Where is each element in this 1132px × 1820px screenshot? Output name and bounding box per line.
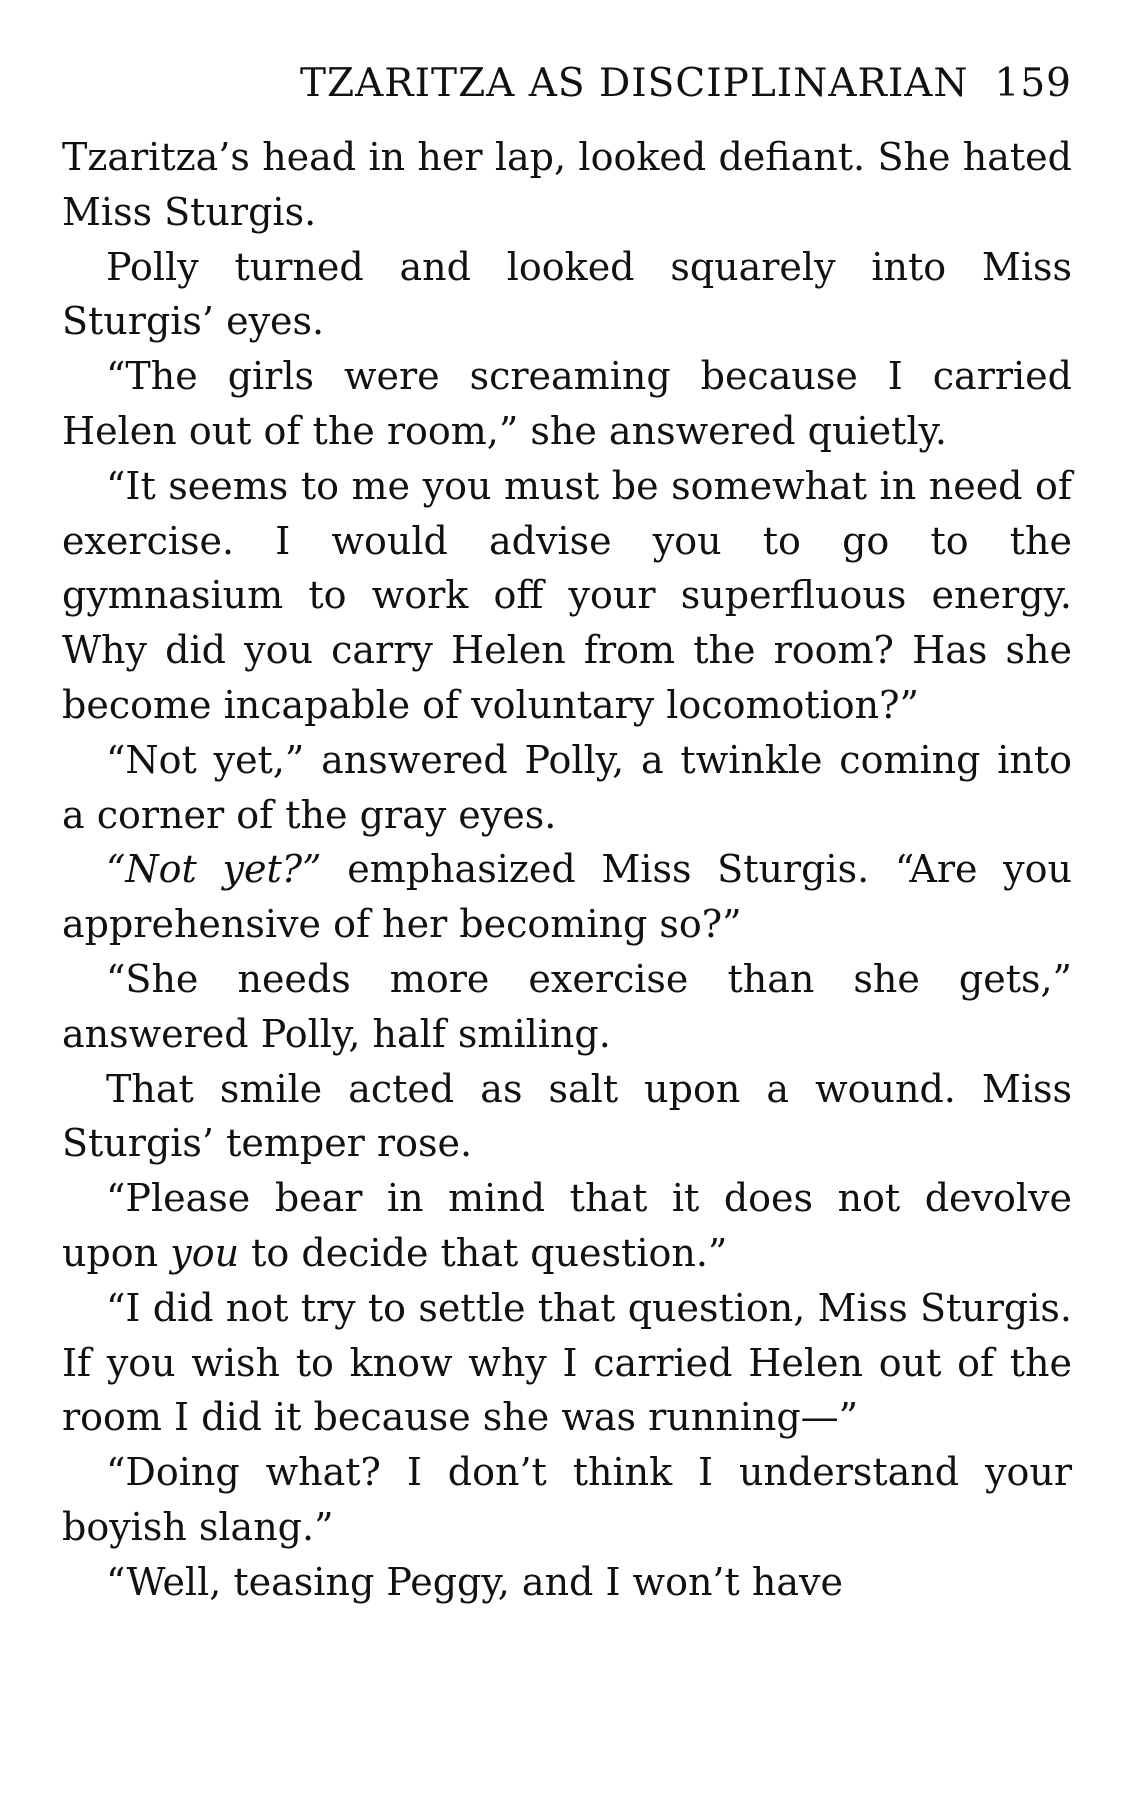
paragraph-text: Tzaritza’s head in her lap, looked defiant. She hated Miss Sturgis. xyxy=(62,135,1072,234)
paragraph-2 xyxy=(62,240,1072,350)
paragraph-text: That smile acted as salt upon a wound. Miss Sturgis’ temper rose. xyxy=(62,1066,1072,1166)
paragraph-6 xyxy=(62,842,1072,952)
body-text xyxy=(62,130,1072,1610)
paragraph-9 xyxy=(62,1171,1072,1281)
paragraph-text: “The girls were screaming because I carried Helen out of the room,” she answered quietly. xyxy=(62,354,1072,453)
paragraph-12 xyxy=(62,1555,1072,1610)
paragraph-text: “Not yet,” answered Polly, a twinkle coming into a corner of the gray eyes. xyxy=(62,737,1072,837)
paragraph-11 xyxy=(62,1445,1072,1555)
paragraph-text: Polly turned and looked squarely into Miss Sturgis’ eyes. xyxy=(62,244,1072,344)
paragraph-text: emphasized Miss Sturgis. “Are you apprehensive of her becoming so?” xyxy=(62,847,1072,947)
running-header xyxy=(62,46,1072,122)
paragraph-8 xyxy=(62,1062,1072,1172)
page-number: 159 xyxy=(994,61,1072,106)
chapter-title: TZARITZA AS DISCIPLINARIAN xyxy=(300,61,969,106)
italic-phrase: “Not yet?” xyxy=(106,847,322,892)
paragraph-text: “I did not try to settle that question, Miss Sturgis. If you wish to know why I carried Helen out of the room I did it because she was running—” xyxy=(62,1285,1072,1440)
paragraph-3 xyxy=(62,349,1072,459)
paragraph-text: “Please bear in mind that it does not devolve upon xyxy=(62,1176,1072,1275)
paragraph-text: to decide that question.” xyxy=(239,1230,728,1275)
paragraph-1 xyxy=(62,130,1072,240)
paragraph-text: “Well, teasing Peggy, and I won’t have xyxy=(106,1559,843,1604)
book-page xyxy=(62,46,1072,1786)
italic-word: you xyxy=(170,1230,240,1275)
paragraph-7 xyxy=(62,952,1072,1062)
paragraph-5 xyxy=(62,733,1072,843)
paragraph-10 xyxy=(62,1281,1072,1445)
paragraph-4 xyxy=(62,459,1072,733)
paragraph-text: “It seems to me you must be somewhat in need of exercise. I would advise you to go to the gymnasium to work off your superfluous energy. Why did you carry Helen from the room? Has she become incapable of voluntary locomotion?” xyxy=(62,463,1072,727)
paragraph-text: “Doing what? I don’t think I understand your boyish slang.” xyxy=(62,1450,1072,1549)
paragraph-text: “She needs more exercise than she gets,” answered Polly, half smiling. xyxy=(62,956,1072,1056)
